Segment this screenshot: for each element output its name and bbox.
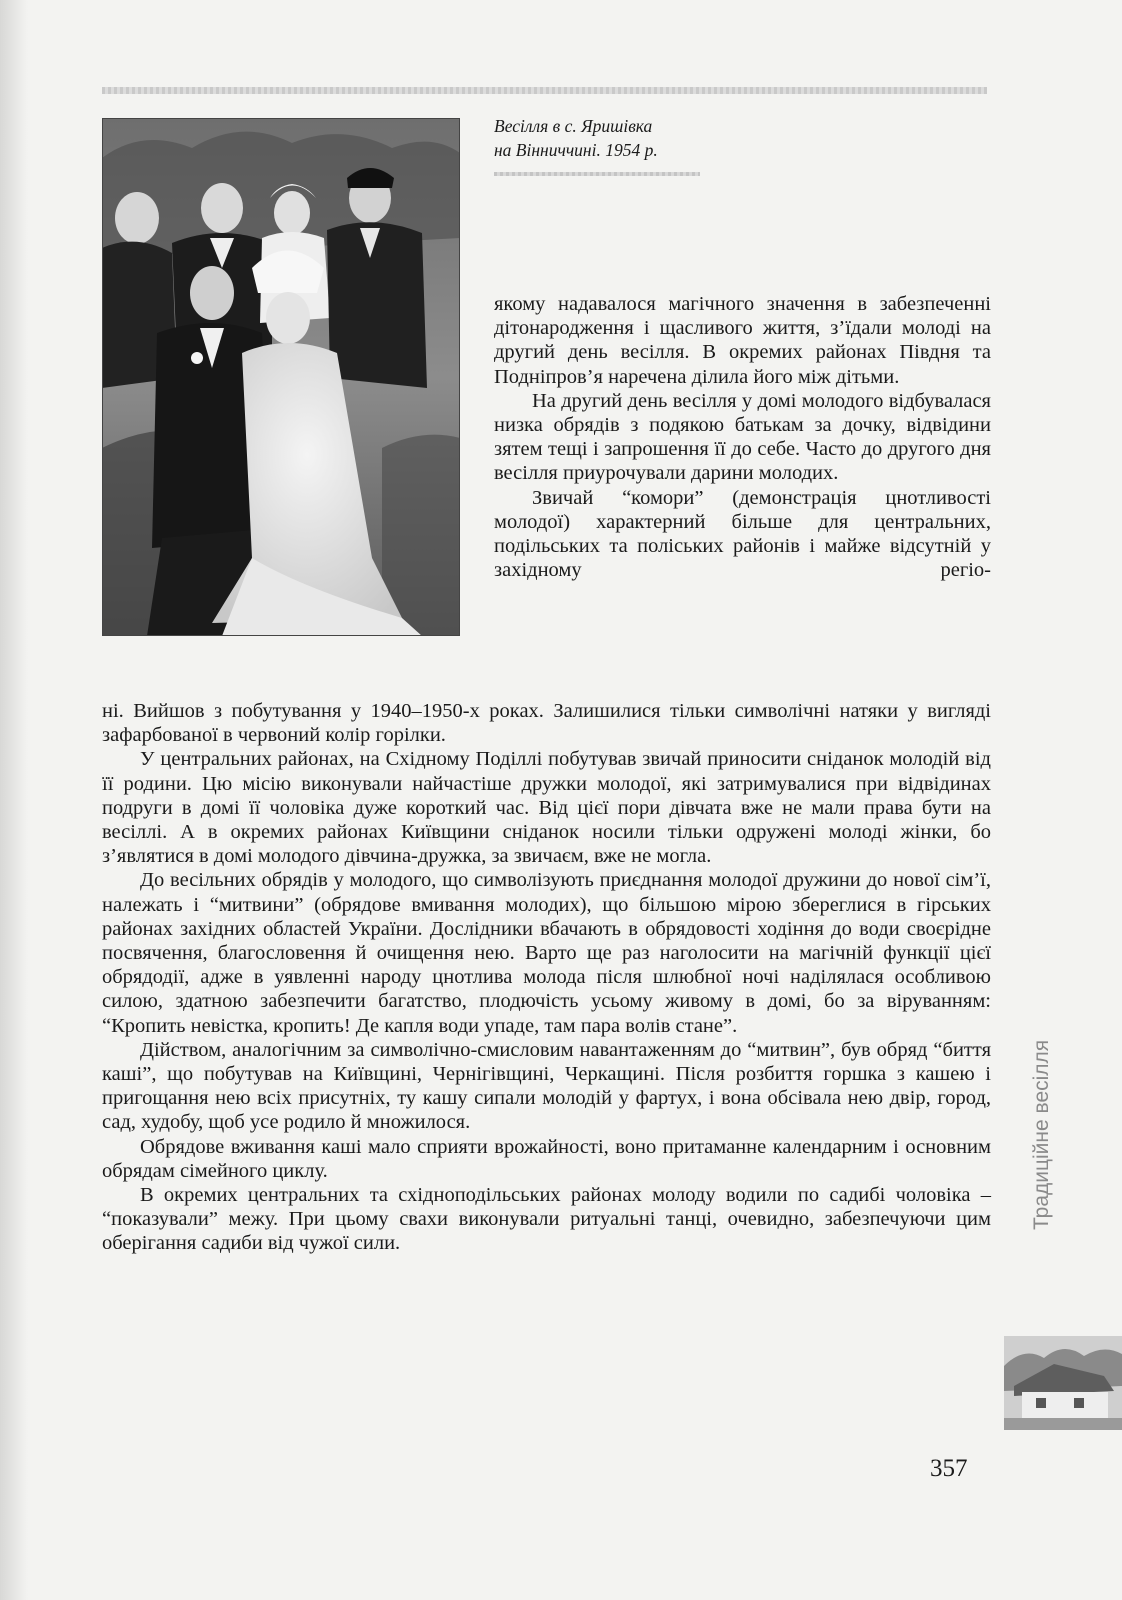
wedding-photo	[102, 118, 460, 636]
top-rule	[102, 87, 987, 94]
paragraph: На другий день весілля у домі молодого відбувалася низка обрядів з подякою батькам за дочку, відвідини зятем тещі і запрошення її до себе. Часто до другого дня весілля приурочували дарини молодих.	[494, 389, 991, 485]
paragraph: якому надавалося магічного значення в забезпеченні дітонародження і щасливого життя, з’їдали молоді на другий день весілля. В окремих районах Півдня та Подніпров’я наречена ділила його між дітьми.	[494, 293, 991, 388]
paragraph: В окремих центральних та східноподільських районах молоду водили по садибі чоловіка – “показували” межу. При цьому свахи виконували ритуальні танці, очевидно, забезпечуючи цим оберігання садиби від чужої сили.	[102, 1184, 991, 1255]
paragraph: ні. Вийшов з побутування у 1940–1950-х роках. Залишилися тільки символічні натяки у вигляді зафарбованої в червоний колір горілки.	[102, 700, 991, 747]
page-number: 357	[930, 1455, 968, 1482]
paragraph: Дійством, аналогічним за символічно-смисловим навантаженням до “митвин”, був обряд “биття каші”, що побутував на Київщині, Чернігівщині, Черкащині. Після розбиття горшка з кашею і пригощання нею всіх присутніх, ту кашу сипали молодій у фартух, і вона обсівала нею двір, город, сад, худобу, щоб усе родило й множилося.	[102, 1038, 991, 1134]
paragraph: У центральних районах, на Східному Поділлі побутував звичай приносити сніданок молодій від її родини. Цю місію виконували найчастіше дружки молодої, які затримувалися при відвідинах подруги в домі її чоловіка дуже короткий час. Від цієї пори дівчата вже не мали права бути на весіллі. А в окремих районах Київщини сніданок носили тільки одружені молоді жінки, бо з’являтися в домі молодого дівчина-дружка, за звичаєм, вже не могла.	[102, 748, 991, 868]
caption-line: Весілля в с. Яришівка	[494, 116, 653, 136]
page-edge-shadow	[0, 0, 28, 1600]
caption-line: на Вінниччині. 1954 р.	[494, 140, 658, 160]
narrow-column-text	[494, 292, 991, 582]
section-title: Традиційне весілля	[1030, 1039, 1053, 1230]
paragraph: До весільних обрядів у молодого, що символізують приєднання молодої дружини до нової сім’ї, належать і “митвини” (обрядове вмивання молодих), що більшою мірою збереглися в гірських районах західних областей України. Дослідники вбачають в обрядовості ходіння до води своєрідне посвячення, благословення й очищення нею. Варто ще раз наголосити на магічній функції цієї обрядодії, адже в уявленні народу цнотлива молода після шлюбної ночі наділялася особливою силою, здатною забезпечити багатство, плодючість усьому живому в домі, бо за віруванням: “Кропить невістка, кропить! Де капля води упаде, там пара волів стане”.	[102, 869, 991, 1037]
photo-caption	[494, 114, 724, 162]
section-title-vertical	[1030, 990, 1056, 1230]
wide-column-text	[102, 699, 991, 1256]
paragraph: Звичай “комори” (демонстрація цнотливості молодої) характерний більше для центральних, подільських та поліських районів і майже відсутній у західному регіо-	[494, 486, 991, 582]
paragraph: Обрядове вживання каші мало сприяти врожайності, воно притаманне календарним і основним обрядам сімейного циклу.	[102, 1135, 991, 1182]
house-icon	[1004, 1336, 1122, 1430]
caption-rule	[494, 172, 700, 176]
